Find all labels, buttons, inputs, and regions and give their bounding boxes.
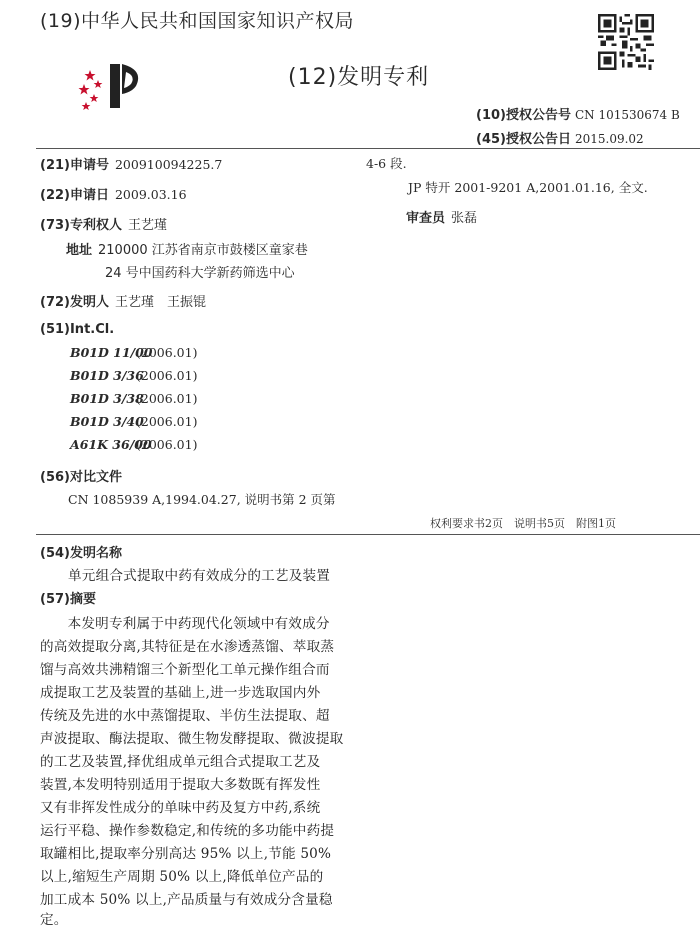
ipc-date: (2006.01)	[136, 437, 198, 452]
abstract-line: 运行平稳、操作参数稳定,和传统的多功能中药提	[40, 823, 335, 839]
ipc-date: (2006.01)	[136, 391, 198, 406]
inventor	[40, 291, 206, 310]
ipc-code: B01D 3/36	[70, 368, 144, 383]
ipc-date: (2006.01)	[136, 368, 198, 383]
abstract-line: 的工艺及装置,择优组成单元组合式提取工艺及	[40, 754, 321, 770]
abstract-line: 又有非挥发性成分的单味中药及复方中药,系统	[40, 800, 321, 816]
application-number-value: 200910094225.7	[114, 157, 223, 172]
examiner-label: 审查员	[406, 211, 446, 226]
examiner-value: 张磊	[451, 211, 478, 226]
qr-code-icon	[598, 14, 654, 70]
cnipa-logo-icon	[76, 56, 152, 116]
ipc-date: (2006.01)	[136, 414, 198, 429]
filing-date-label: (22)申请日	[40, 188, 109, 203]
inventor-label: (72)发明人	[40, 295, 109, 310]
inventor-value: 王艺瑾 王振锟	[114, 295, 206, 310]
header-divider	[36, 148, 700, 149]
address-line-1: 210000 江苏省南京市鼓楼区童家巷	[98, 243, 308, 258]
publication-date-row	[476, 128, 644, 147]
abstract-line: 传统及先进的水中蒸馏提取、半仿生法提取、超	[40, 708, 330, 724]
publication-number-label: (10)授权公告号	[476, 108, 571, 123]
abstract-line: 取罐相比,提取率分别高达 95% 以上,节能 50%	[40, 846, 332, 862]
patentee	[40, 214, 167, 233]
patentee-label: (73)专利权人	[40, 218, 122, 233]
address-label: 地址	[66, 243, 93, 258]
ipc-code: B01D 11/00	[70, 345, 153, 360]
reference-continuation: 4-6 段.	[366, 156, 407, 171]
patentee-value: 王艺瑾	[127, 218, 167, 233]
office-name: (19)中华人民共和国国家知识产权局	[40, 10, 355, 32]
abstract-line: 本发明专利属于中药现代化领域中有效成分	[40, 616, 330, 632]
section-divider	[36, 534, 700, 535]
abstract-line: 的高效提取分离,其特征是在水渗透蒸馏、萃取蒸	[40, 639, 335, 655]
title-label: (54)发明名称	[40, 546, 122, 561]
abstract-line: 装置,本发明特别适用于提取大多数既有挥发性	[40, 777, 321, 793]
ipc-item	[70, 345, 197, 360]
application-number-label: (21)申请号	[40, 158, 109, 173]
address-line-2: 24 号中国药科大学新药筛选中心	[105, 266, 295, 281]
address	[66, 239, 308, 258]
abstract-line: 声波提取、酶法提取、微生物发酵提取、微波提取	[40, 731, 344, 747]
document-type: (12)发明专利	[288, 65, 430, 90]
ipc-item	[70, 391, 197, 406]
reference-1: CN 1085939 A,1994.04.27, 说明书第 2 页第	[68, 492, 336, 507]
abstract-line: 加工成本 50% 以上,产品质量与有效成分含量稳	[40, 892, 333, 908]
abstract-line: 成提取工艺及装置的基础上,进一步选取国内外	[40, 685, 321, 701]
ipc-item	[70, 437, 197, 452]
application-number	[40, 154, 222, 173]
ipc-item	[70, 414, 197, 429]
abstract-line: 以上,缩短生产周期 50% 以上,降低单位产品的	[40, 869, 324, 885]
examiner	[406, 207, 477, 226]
publication-date-label: (45)授权公告日	[476, 132, 571, 147]
filing-date	[40, 184, 187, 203]
reference-2: JP 特开 2001-9201 A,2001.01.16, 全文.	[408, 180, 648, 195]
publication-number-value: CN 101530674 B	[574, 108, 680, 122]
int-cl-label: (51)Int.Cl.	[40, 322, 115, 337]
abstract-line: 馏与高效共沸精馏三个新型化工单元操作组合而	[40, 662, 330, 678]
ipc-code: B01D 3/40	[70, 414, 144, 429]
ipc-code: B01D 3/38	[70, 391, 144, 406]
publication-date-value: 2015.09.02	[574, 132, 644, 146]
ipc-date: (2006.01)	[136, 345, 198, 360]
filing-date-value: 2009.03.16	[114, 187, 187, 202]
references-label: (56)对比文件	[40, 470, 122, 485]
ipc-code: A61K 36/00	[70, 437, 152, 452]
publication-number-row	[476, 104, 680, 123]
invention-title: 单元组合式提取中药有效成分的工艺及装置	[68, 568, 331, 584]
abstract-label: (57)摘要	[40, 592, 96, 607]
page-counts: 权利要求书2页 说明书5页 附图1页	[430, 517, 616, 530]
ipc-item	[70, 368, 197, 383]
abstract-line: 定。	[40, 912, 68, 928]
